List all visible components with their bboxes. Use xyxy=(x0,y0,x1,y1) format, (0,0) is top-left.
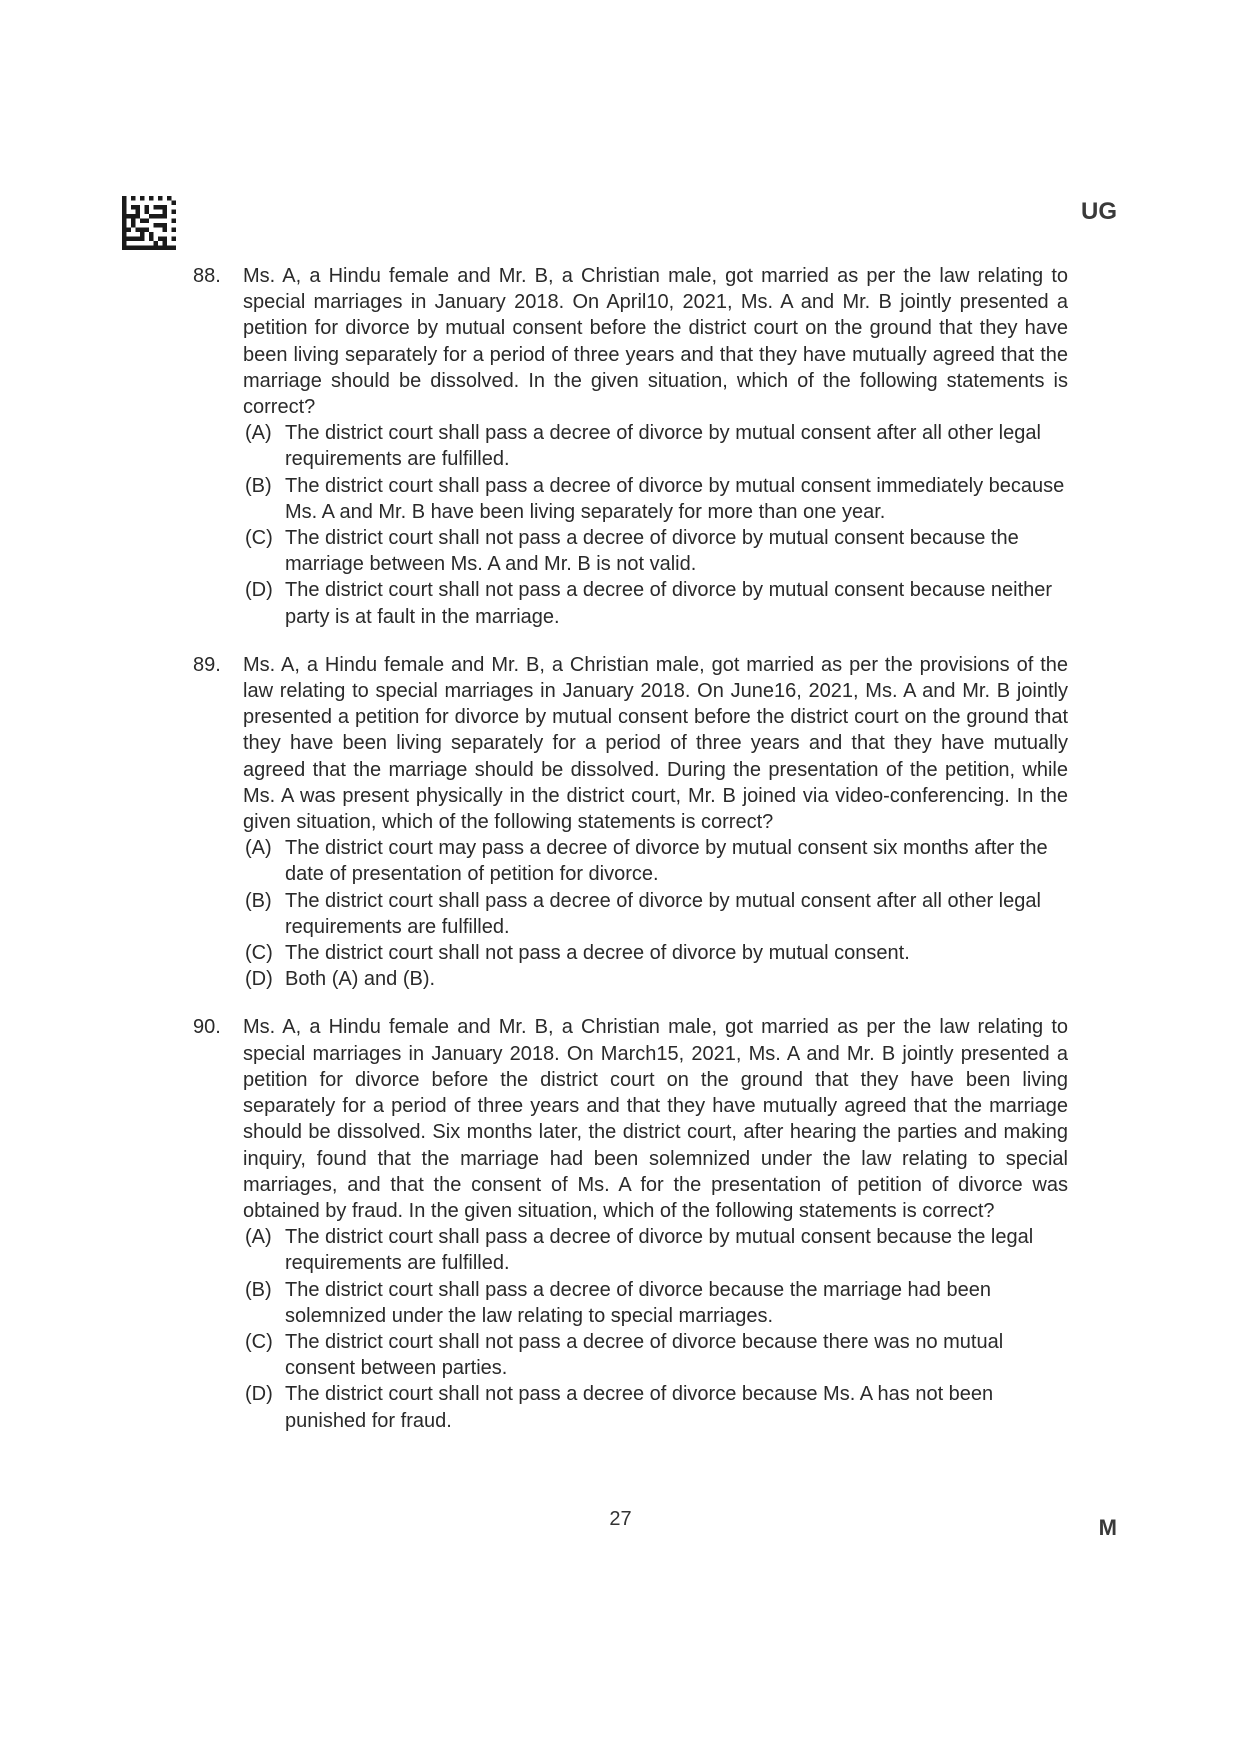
option-text: The district court shall pass a decree of divorce by mutual consent immediately because Ms. A and Mr. B have been living separately for more than one year. xyxy=(285,474,1065,523)
2d-barcode-icon xyxy=(122,196,176,250)
option-label: (A) xyxy=(245,837,272,860)
options-list xyxy=(193,835,1068,992)
option-label: (C) xyxy=(245,942,273,965)
question-number: 90. xyxy=(193,1016,221,1039)
question-number: 88. xyxy=(193,265,221,287)
option-label: (C) xyxy=(245,527,273,550)
option-text: The district court shall pass a decree of divorce because the marriage had been solemnized under the law relating to special marriages. xyxy=(285,1278,991,1327)
page-number: 27 xyxy=(609,1508,632,1530)
question-text: Ms. A, a Hindu female and Mr. B, a Christian male, got married as per the provisions of the law relating to special marriages in January 2018. On June16, 2021, Ms. A and Mr. B jointly presented a petition for divorce by mutual consent before the district court on the ground that they have been living separately for a period of three years and that they have mutually agreed that the marriage should be dissolved. During the presentation of the petition, while Ms. A was present physically in the district court, Mr. B joined via video-conferencing. In the given situation, which of the following statements is correct? xyxy=(243,653,1068,834)
option-text: The district court shall not pass a decree of divorce by mutual consent. xyxy=(285,942,910,965)
footer-corner-label: M xyxy=(1098,1515,1117,1540)
option-text: The district court shall not pass a decree of divorce by mutual consent because the marriage between Ms. A and Mr. B is not valid. xyxy=(285,527,1019,576)
option-label: (D) xyxy=(245,1383,273,1406)
question-88 xyxy=(193,263,1068,630)
option-text: The district court shall not pass a decree of divorce by mutual consent because neither party is at fault in the marriage. xyxy=(285,579,1053,628)
option-d[interactable] xyxy=(245,1381,1068,1433)
option-c[interactable] xyxy=(245,940,1068,966)
question-90 xyxy=(193,1014,1068,1433)
option-d[interactable] xyxy=(245,577,1068,629)
options-list xyxy=(193,420,1068,630)
option-a[interactable] xyxy=(245,835,1068,887)
option-label: (A) xyxy=(245,422,272,445)
option-b[interactable] xyxy=(245,1277,1068,1329)
question-text: Ms. A, a Hindu female and Mr. B, a Christian male, got married as per the law relating to special marriages in January 2018. On April10, 2021, Ms. A and Mr. B jointly presented a petition for divorce by mutual consent before the district court on the ground that they have been living separately for a period of three years and that they have mutually agreed that the marriage should be dissolved. In the given situation, which of the following statements is correct? xyxy=(243,265,1068,419)
option-a[interactable] xyxy=(245,1224,1068,1276)
option-text: Both (A) and (B). xyxy=(285,968,436,991)
option-b[interactable] xyxy=(245,473,1068,525)
option-d[interactable] xyxy=(245,966,1068,992)
option-text: The district court shall not pass a decree of divorce because Ms. A has not been punished for fraud. xyxy=(285,1383,994,1432)
option-c[interactable] xyxy=(245,1329,1068,1381)
option-label: (B) xyxy=(245,1278,272,1301)
question-89 xyxy=(193,652,1068,993)
option-label: (C) xyxy=(245,1330,273,1353)
option-b[interactable] xyxy=(245,888,1068,940)
question-number: 89. xyxy=(193,653,221,676)
option-label: (B) xyxy=(245,474,272,497)
option-a[interactable] xyxy=(245,420,1068,472)
question-list xyxy=(193,263,1068,1456)
option-label: (D) xyxy=(245,579,273,602)
option-text: The district court shall not pass a decree of divorce because there was no mutual consent between parties. xyxy=(285,1330,1004,1380)
options-list xyxy=(193,1224,1068,1434)
option-label: (B) xyxy=(245,889,272,912)
option-text: The district court shall pass a decree of divorce by mutual consent after all other legal requirements are fulfilled. xyxy=(285,422,1041,471)
option-c[interactable] xyxy=(245,525,1068,577)
option-text: The district court may pass a decree of divorce by mutual consent six months after the date of presentation of petition for divorce. xyxy=(285,837,1048,886)
question-text: Ms. A, a Hindu female and Mr. B, a Christian male, got married as per the law relating to special marriages in January 2018. On March15, 2021, Ms. A and Mr. B jointly presented a petition for divorce before the district court on the ground that they have been living separately for a period of three years and that they have mutually agreed that the marriage should be dissolved. Six months later, the district court, after hearing the parties and making inquiry, found that the marriage had been solemnized under the law relating to special marriages, and that the consent of Ms. A for the presentation of petition of divorce was obtained by fraud. In the given situation, which of the following statements is correct? xyxy=(243,1016,1068,1222)
header-corner-label: UG xyxy=(1081,198,1117,225)
option-label: (A) xyxy=(245,1226,272,1249)
option-label: (D) xyxy=(245,968,273,991)
option-text: The district court shall pass a decree of divorce by mutual consent because the legal requirements are fulfilled. xyxy=(285,1226,1034,1275)
option-text: The district court shall pass a decree of divorce by mutual consent after all other legal requirements are fulfilled. xyxy=(285,889,1041,938)
